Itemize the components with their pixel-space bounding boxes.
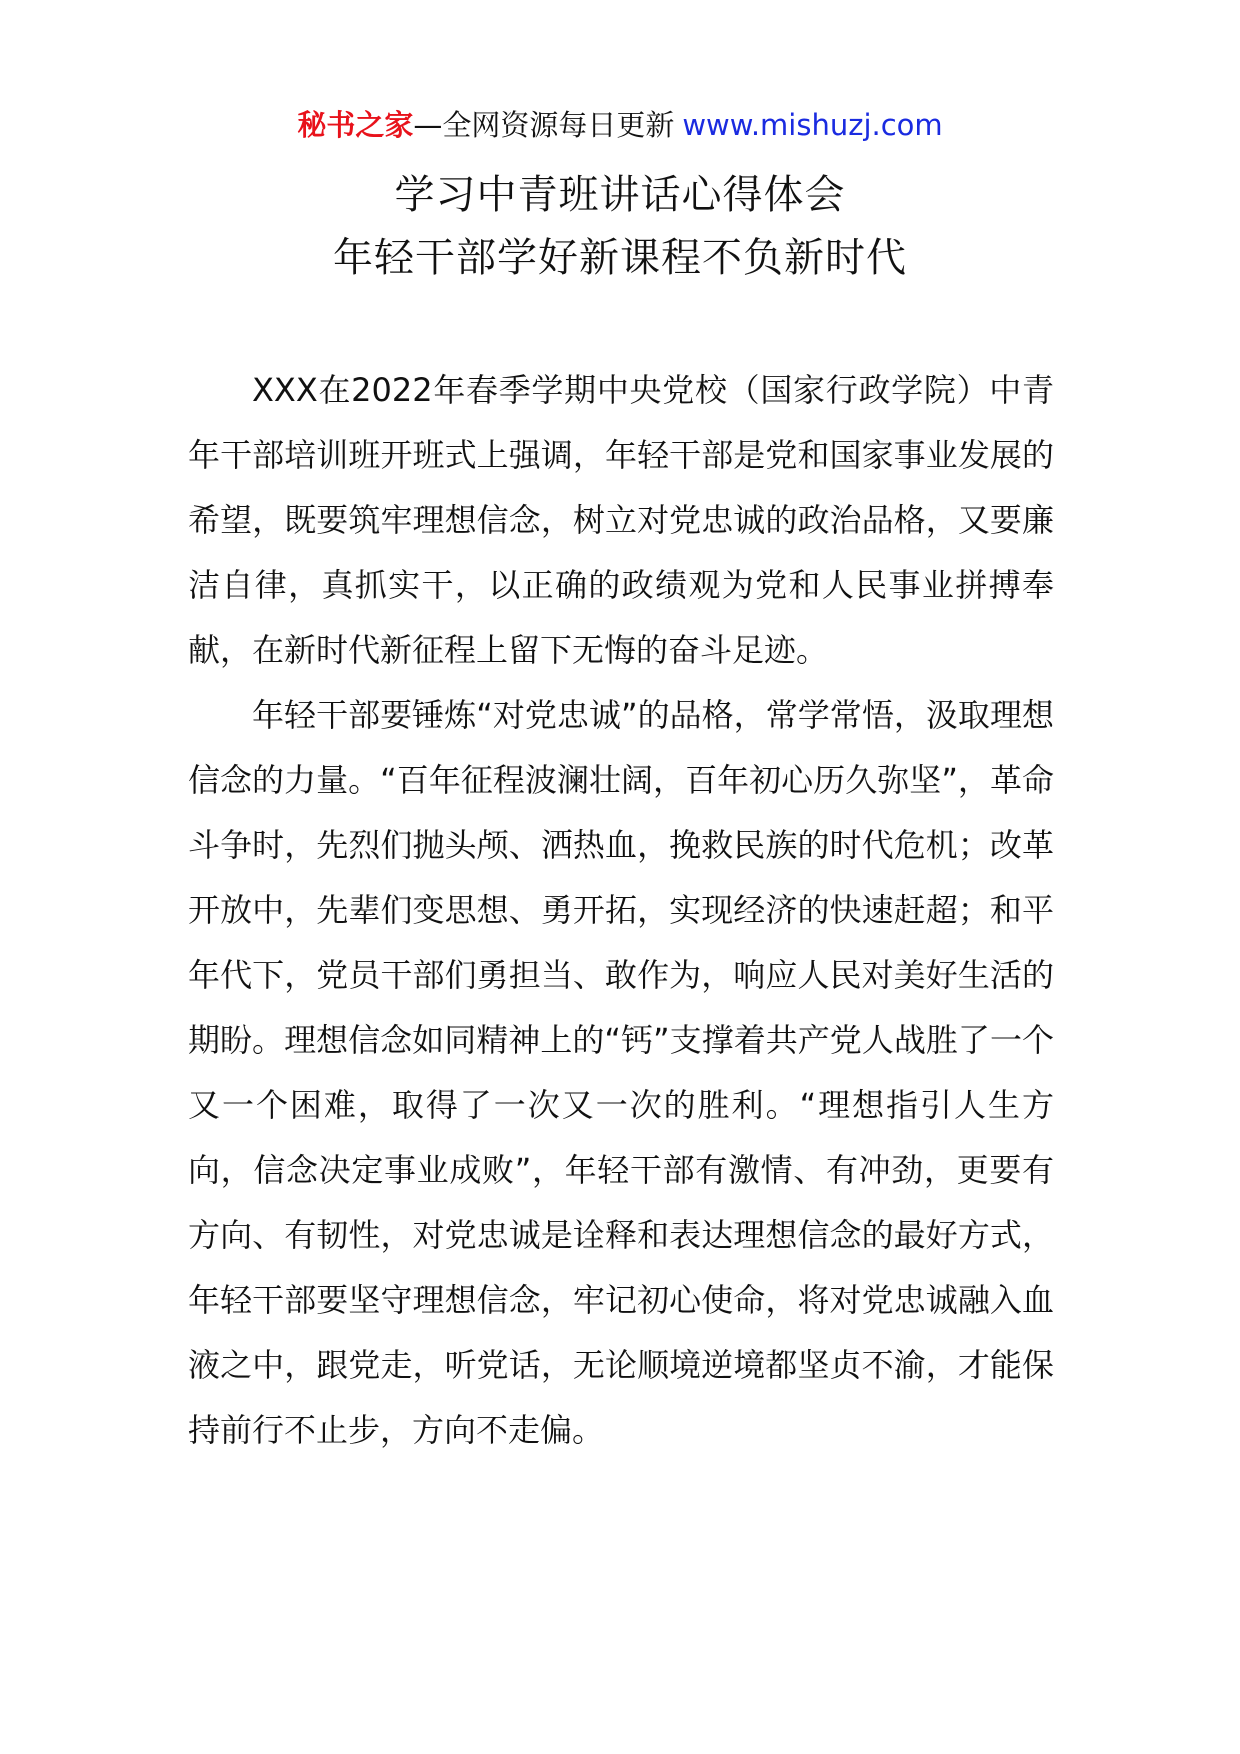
document-body <box>188 358 1054 1463</box>
paragraph-2: 年轻干部要锤炼“对党忠诚”的品格，常学常悟，汲取理想信念的力量。“百年征程波澜壮阔，百年初心历久弥坚”，革命斗争时，先烈们抛头颅、洒热血，挽救民族的时代危机；改革开放中，先辈们变思想、勇开拓，实现经济的快速赶超；和平年代下，党员干部们勇担当、敢作为，响应人民对美好生活的期盼。理想信念如同精神上的“钙”支撑着共产党人战胜了一个又一个困难，取得了一次又一次的胜利。“理想指引人生方向，信念决定事业成败”，年轻干部有激情、有冲劲，更要有方向、有韧性，对党忠诚是诠释和表达理想信念的最好方式，年轻干部要坚守理想信念，牢记初心使命，将对党忠诚融入血液之中，跟党走，听党话，无论顺境逆境都坚贞不渝，才能保持前行不止步，方向不走偏。 <box>188 696 1054 1449</box>
document-title: 学习中青班讲话心得体会 <box>394 172 846 218</box>
site-url-link[interactable]: www.mishuzj.com <box>682 108 943 142</box>
site-banner <box>0 100 1240 150</box>
brand-name: 秘书之家 <box>297 108 414 142</box>
banner-slogan: —全网资源每日更新 <box>413 108 675 142</box>
paragraph-1: XXX在2022年春季学期中央党校（国家行政学院）中青年干部培训班开班式上强调，年轻干部是党和国家事业发展的希望，既要筑牢理想信念，树立对党忠诚的政治品格，又要廉洁自律，真抓实干，以正确的政绩观为党和人民事业拼搏奉献，在新时代新征程上留下无悔的奋斗足迹。 <box>188 371 1054 669</box>
document-subtitle: 年轻干部学好新课程不负新时代 <box>333 235 907 281</box>
